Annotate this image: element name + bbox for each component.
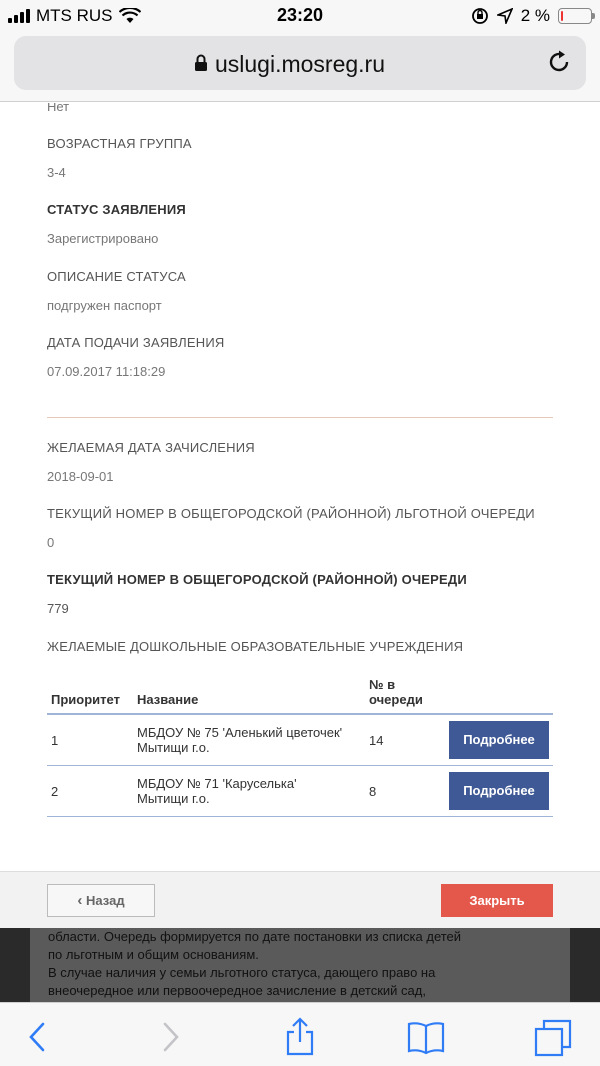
row-priority: 1	[47, 714, 133, 766]
background-text-line: по льготным и общим основаниям.	[48, 947, 259, 962]
row-name-line2: Мытищи г.о.	[137, 791, 210, 806]
enroll-date-label: ЖЕЛАЕМАЯ ДАТА ЗАЧИСЛЕНИЯ	[47, 440, 255, 455]
status-field	[47, 202, 557, 246]
institutions-table	[47, 673, 553, 817]
browser-toolbar	[0, 1002, 600, 1066]
queue-label: ТЕКУЩИЙ НОМЕР В ОБЩЕГОРОДСКОЙ (РАЙОННОЙ) ОЧЕРЕДИ	[47, 572, 467, 587]
header-actions	[445, 673, 553, 714]
row-name	[133, 766, 365, 817]
back-arrow-icon[interactable]	[18, 1017, 58, 1057]
status-label: СТАТУС ЗАЯВЛЕНИЯ	[47, 202, 186, 217]
background-text-line: В случае наличия у семьи льготного статуса, дающего право на	[48, 965, 436, 980]
header-priority: Приоритет	[47, 673, 133, 714]
url-domain: uslugi.mosreg.ru	[214, 51, 386, 77]
chevron-left-icon: ‹	[77, 892, 83, 909]
row-name	[133, 714, 365, 766]
table-header-row	[47, 673, 553, 714]
share-icon[interactable]	[280, 1017, 320, 1057]
status-right-group	[471, 6, 592, 26]
table-row	[47, 714, 553, 766]
background-overlay	[0, 928, 600, 1002]
queue-value: 779	[47, 601, 69, 616]
institutions-label: ЖЕЛАЕМЫЕ ДОШКОЛЬНЫЕ ОБРАЗОВАТЕЛЬНЫЕ УЧРЕЖДЕНИЯ	[47, 639, 464, 654]
table-row	[47, 766, 553, 817]
status-value: Зарегистрировано	[47, 231, 159, 246]
submit-date-field	[47, 335, 557, 379]
browser-header	[0, 32, 600, 102]
orientation-lock-icon	[471, 7, 489, 25]
queue-field	[47, 572, 557, 616]
institutions-field	[47, 639, 557, 654]
header-queue-number-line2: очереди	[369, 692, 423, 707]
age-group-field	[47, 136, 557, 180]
battery-icon	[558, 8, 592, 24]
status-description-field	[47, 269, 557, 313]
enroll-date-value: 2018-09-01	[47, 469, 114, 484]
tabs-icon[interactable]	[534, 1017, 574, 1057]
battery-percent: 2 %	[520, 6, 550, 25]
address-bar[interactable]	[14, 36, 586, 90]
details-button[interactable]: Подробнее	[449, 772, 549, 810]
benefit-queue-field	[47, 506, 557, 550]
row-priority: 2	[47, 766, 133, 817]
back-button-label: Назад	[86, 893, 125, 908]
row-queue: 14	[365, 714, 445, 766]
age-group-value: 3-4	[47, 165, 66, 180]
background-text-line: области. Очередь формируется по дате постановки из списка детей	[48, 929, 462, 944]
submit-date-value: 07.09.2017 11:18:29	[47, 364, 166, 379]
close-button[interactable]: Закрыть	[441, 884, 553, 917]
previous-field	[47, 103, 557, 114]
header-queue-number-line1: № в	[369, 677, 396, 692]
age-group-label: ВОЗРАСТНАЯ ГРУППА	[47, 136, 192, 151]
row-name-line1: МБДОУ № 71 'Каруселька'	[137, 776, 297, 791]
submit-date-label: ДАТА ПОДАЧИ ЗАЯВЛЕНИЯ	[47, 335, 225, 350]
application-details	[0, 103, 600, 871]
forward-arrow-icon[interactable]	[150, 1017, 190, 1057]
header-queue-number	[365, 673, 445, 714]
row-queue: 8	[365, 766, 445, 817]
details-button[interactable]: Подробнее	[449, 721, 549, 759]
bookmarks-icon[interactable]	[406, 1017, 446, 1057]
background-text-line: внеочередное или первоочередное зачисление в детский сад,	[48, 983, 426, 998]
previous-field-value: Нет	[47, 103, 70, 114]
section-divider	[47, 417, 553, 418]
modal-footer	[0, 871, 600, 928]
status-description-value: подгружен паспорт	[47, 298, 162, 313]
reload-icon[interactable]	[546, 49, 572, 75]
location-arrow-icon	[497, 8, 513, 24]
header-name: Название	[133, 673, 365, 714]
carrier-name: MTS RUS	[36, 6, 113, 25]
clock: 23:20	[276, 5, 324, 25]
benefit-queue-label: ТЕКУЩИЙ НОМЕР В ОБЩЕГОРОДСКОЙ (РАЙОННОЙ) ЛЬГОТНОЙ ОЧЕРЕДИ	[47, 506, 535, 521]
row-name-line2: Мытищи г.о.	[137, 740, 210, 755]
status-description-label: ОПИСАНИЕ СТАТУСА	[47, 269, 186, 284]
benefit-queue-value: 0	[47, 535, 55, 550]
row-name-line1: МБДОУ № 75 'Аленький цветочек'	[137, 725, 343, 740]
back-button[interactable]	[47, 884, 155, 917]
enroll-date-field	[47, 440, 557, 484]
status-bar	[0, 0, 600, 32]
